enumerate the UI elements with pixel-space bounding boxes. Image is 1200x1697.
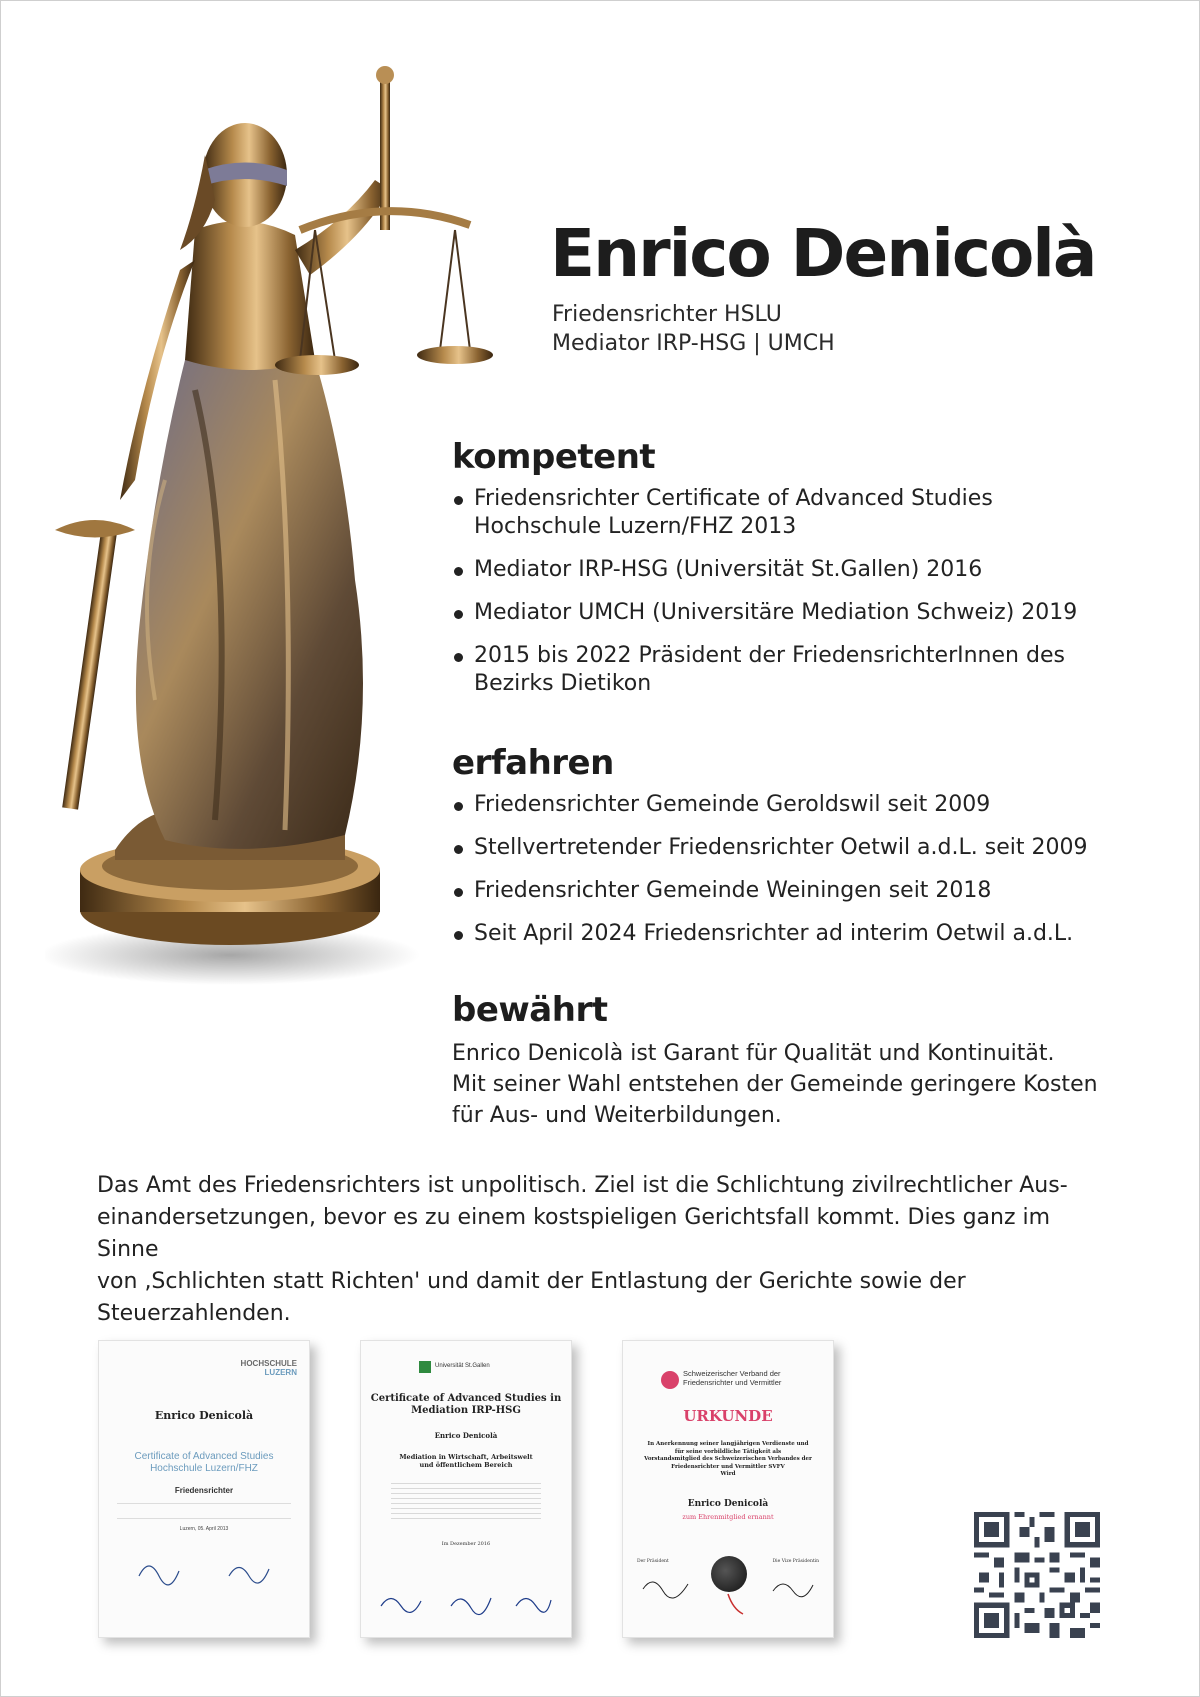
candidate-titles [552, 300, 835, 358]
hslu-cert-title [99, 1451, 309, 1475]
list-item: Stellvertretender Friedensrichter Oetwil a.d.L. seit 2009 [452, 834, 1152, 862]
intro-line: Steuerzahlenden. [97, 1301, 291, 1326]
qr-code-icon[interactable] [974, 1512, 1100, 1638]
svfv-text-line: für seine vorbildliche Tätigkeit als [674, 1448, 782, 1455]
candidate-name: Enrico Denicolà [550, 215, 1096, 292]
svfv-signatures [633, 1569, 823, 1619]
hslu-title-line: Hochschule Luzern/FHZ [150, 1463, 258, 1474]
hsg-cert-title [361, 1393, 571, 1417]
hslu-date: Luzern, 05. April 2013 [179, 1526, 229, 1532]
list-item [452, 642, 1152, 698]
hsg-title-line: Certificate of Advanced Studies in [370, 1393, 562, 1404]
svfv-recipient-name: Enrico Denicolà [687, 1499, 769, 1509]
hslu-logo-text: HOCHSCHULE [240, 1359, 297, 1368]
svfv-text-line: In Anerkennung seiner langjährigen Verdienste und [647, 1441, 809, 1447]
list-item: Friedensrichter Gemeinde Weiningen seit 2018 [452, 877, 1152, 905]
intro-line: einandersetzungen, bevor es zu einem kostspieligen Gerichtsfall kommt. Dies ganz im Sinne [97, 1205, 1051, 1262]
hsg-modules-list [391, 1479, 541, 1521]
hsg-subject [361, 1453, 571, 1469]
intro-paragraph [97, 1170, 1117, 1330]
erfahren-list [452, 791, 1152, 948]
list-item-text: Friedensrichter Certificate of Advanced Studies [474, 486, 993, 511]
hslu-logo-text: LUZERN [264, 1368, 297, 1377]
list-item: Mediator UMCH (Universitäre Mediation Schweiz) 2019 [452, 599, 1152, 627]
hslu-title-line: Certificate of Advanced Studies [134, 1451, 274, 1462]
subtitle-line-1: Friedensrichter HSLU [552, 302, 782, 327]
hslu-recipient-name: Enrico Denicolà [154, 1409, 254, 1422]
section-heading-bewaehrt: bewährt [452, 990, 608, 1030]
list-item-text: 2015 bis 2022 Präsident der FriedensrichterInnen des [474, 643, 1065, 668]
list-item: Mediator IRP-HSG (Universität St.Gallen) 2016 [452, 556, 1152, 584]
list-item-text: Hochschule Luzern/FHZ 2013 [474, 514, 797, 539]
hsg-logo-icon [419, 1361, 431, 1373]
list-item: Friedensrichter Gemeinde Geroldswil seit 2009 [452, 791, 1152, 819]
lady-justice-statue-image [45, 60, 515, 990]
section-kompetent [452, 437, 1152, 713]
svfv-signature-label: Die Vize Präsidentin [772, 1559, 819, 1564]
svfv-org-line: Schweizerischer Verband der [683, 1369, 781, 1378]
svfv-honor: zum Ehrenmitglied ernannt [682, 1513, 774, 1521]
section-heading-kompetent: kompetent [452, 437, 656, 477]
svfv-logo-icon [661, 1371, 679, 1389]
list-item-text: Bezirks Dietikon [474, 671, 652, 696]
hsg-signatures [376, 1586, 556, 1616]
bewaehrt-line: Mit seiner Wahl entstehen der Gemeinde geringere Kosten [452, 1072, 1098, 1097]
section-bewaehrt [452, 990, 1152, 1131]
subtitle-line-2: Mediator IRP-HSG | UMCH [552, 331, 835, 356]
svfv-org-line: Friedensrichter und Vermittler [683, 1378, 782, 1387]
svfv-title: URKUNDE [683, 1407, 773, 1425]
kompetent-list [452, 485, 1152, 698]
svfv-org [683, 1369, 833, 1387]
intro-line: Das Amt des Friedensrichters ist unpolitisch. Ziel ist die Schlichtung zivilrechtlicher Aus- [97, 1173, 1068, 1198]
svfv-text-line: Friedensrichter und Vermittler SVFV [671, 1463, 785, 1470]
hsg-subject-line: Mediation in Wirtschaft, Arbeitswelt [399, 1453, 533, 1461]
intro-line: von ‚Schlichten statt Richten' und damit der Entlastung der Gerichte sowie der [97, 1269, 966, 1294]
list-item: Seit April 2024 Friedensrichter ad interim Oetwil a.d.L. [452, 920, 1152, 948]
hslu-signatures [119, 1551, 289, 1591]
bewaehrt-line: Enrico Denicolà ist Garant für Qualität und Kontinuität. [452, 1041, 1055, 1066]
hsg-institute: Universität St.Gallen [435, 1363, 490, 1369]
svfv-text [623, 1441, 833, 1479]
hsg-subject-line: und öffentlichem Bereich [419, 1461, 513, 1469]
bewaehrt-text [452, 1038, 1152, 1131]
hsg-title-line: Mediation IRP-HSG [411, 1405, 521, 1416]
svfv-text-line: Vorstandsmitglied des Schweizerischen Verbandes der [644, 1456, 812, 1462]
section-erfahren [452, 743, 1152, 963]
bewaehrt-line: für Aus- und Weiterbildungen. [452, 1103, 782, 1128]
certificate-svfv [622, 1340, 834, 1638]
svfv-text-line: Wird [720, 1471, 736, 1477]
certificate-hsg [360, 1340, 572, 1638]
hslu-fine-print [117, 1503, 291, 1519]
svfv-signature-label: Der Präsident [637, 1559, 669, 1564]
certificate-hslu [98, 1340, 310, 1638]
hslu-role: Friedensrichter [174, 1486, 234, 1495]
list-item [452, 485, 1152, 541]
hsg-date: Im Dezember 2016 [441, 1541, 491, 1547]
hsg-recipient-name: Enrico Denicolà [434, 1431, 498, 1440]
section-heading-erfahren: erfahren [452, 743, 614, 783]
